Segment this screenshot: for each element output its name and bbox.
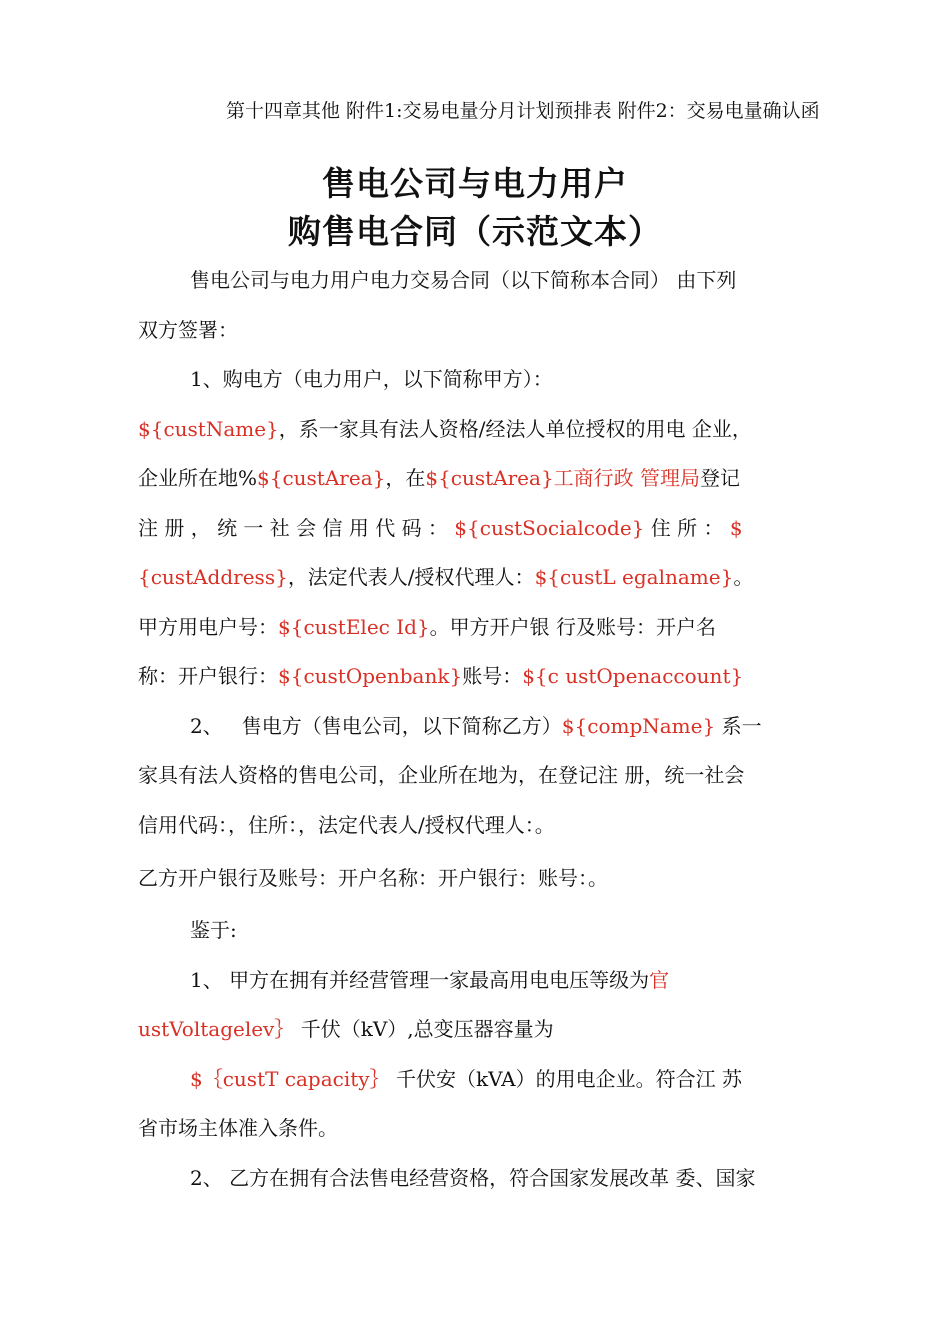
contract-title-line1: 售电公司与电力用户 bbox=[322, 164, 628, 203]
buyer-line-2 bbox=[138, 454, 828, 504]
placeholder-custOpenbank: ${custOpenbank} bbox=[278, 664, 463, 688]
buyer-text: 。 bbox=[733, 565, 754, 589]
buyer-heading: 1、购电方（电力用户，以下简称甲方）： bbox=[190, 367, 553, 391]
seller-text: 系一 bbox=[715, 713, 762, 738]
buyer-text: 甲方用电户号： bbox=[138, 614, 278, 639]
buyer-line-6 bbox=[138, 652, 828, 702]
contract-body bbox=[138, 256, 828, 1203]
buyer-line-5 bbox=[138, 603, 828, 653]
seller-line-2: 家具有法人资格的售电公司，企业所在地为，在登记注 册，统一社会 bbox=[138, 763, 745, 787]
whereas-line-4: 省市场主体准入条件。 bbox=[138, 1116, 338, 1140]
buyer-line-4 bbox=[138, 553, 828, 603]
whereas-line-1 bbox=[138, 956, 828, 1006]
placeholder-compName: ${compName} bbox=[561, 713, 716, 738]
table-of-contents-line: 第十四章其他 附件1:交易电量分月计划预排表 附件2：交易电量确认函 bbox=[226, 100, 820, 122]
seller-line-4: 乙方开户银行及账号：开户名称：开户银行：账号：。 bbox=[138, 866, 608, 890]
placeholder-custElecId: ${custElec Id} bbox=[278, 614, 430, 639]
buyer-text: 注 册 ， 统 一 社 会 信 用 代 码 ： bbox=[138, 515, 448, 540]
placeholder-custLegalname: ${custL egalname} bbox=[534, 565, 734, 589]
placeholder-custTcapacity: $｛custT capacity｝ bbox=[190, 1066, 390, 1091]
placeholder-custOpenaccount: ${c ustOpenaccount} bbox=[522, 664, 744, 688]
placeholder-custAddress: {custAddress} bbox=[138, 565, 288, 589]
placeholder-custName: ${custName} bbox=[138, 416, 279, 441]
buyer-text: 。甲方开户银 行及账号：开户名 bbox=[429, 614, 717, 639]
whereas-text: 千伏（kV）,总变压器容量为 bbox=[294, 1017, 554, 1041]
placeholder-custArea: ${custArea} bbox=[257, 466, 386, 490]
seller-text: 2、 售电方（售电公司，以下简称乙方） bbox=[190, 713, 562, 738]
buyer-text: 称：开户银行： bbox=[138, 664, 278, 688]
buyer-text: 住 所 ： bbox=[644, 515, 724, 540]
placeholder-custVoltagelev: ustVoltagelev｝ bbox=[138, 1017, 295, 1041]
whereas-line-3 bbox=[138, 1055, 828, 1105]
buyer-line-1 bbox=[138, 405, 828, 455]
placeholder-dollar: $ bbox=[729, 515, 743, 540]
seller-line-1 bbox=[138, 702, 828, 752]
buyer-text: 账号： bbox=[462, 664, 523, 688]
placeholder-custSocialcode: ${custSocialcode} bbox=[454, 515, 645, 540]
buyer-text: 登记 bbox=[700, 466, 741, 490]
buyer-line-3 bbox=[138, 504, 828, 554]
buyer-text: ，在 bbox=[385, 466, 426, 490]
seller-line-3: 信用代码：，住所：，法定代表人/授权代理人：。 bbox=[138, 812, 555, 837]
placeholder-custArea-bureau: ${custArea}工商行政 管理局 bbox=[425, 466, 701, 490]
buyer-text: ，系一家具有法人资格/经法人单位授权的用电 企业， bbox=[278, 416, 752, 441]
contract-title-line2: 购售电合同（示范文本） bbox=[288, 212, 662, 251]
whereas-text: 1、 甲方在拥有并经营管理一家最高用电电压等级为 bbox=[190, 967, 650, 992]
intro-line-1: 售电公司与电力用户电力交易合同（以下简称本合同） 由下列 bbox=[190, 268, 737, 292]
whereas-line-2 bbox=[138, 1005, 828, 1055]
intro-line-2: 双方签署： bbox=[138, 317, 238, 342]
whereas-heading: 鉴于: bbox=[190, 918, 237, 942]
buyer-text: 企业所在地% bbox=[138, 466, 258, 490]
placeholder-voltage-start: 官 bbox=[649, 967, 670, 992]
buyer-text: ，法定代表人/授权代理人： bbox=[287, 565, 535, 589]
whereas-line-5: 2、 乙方在拥有合法售电经营资格，符合国家发展改革 委、国家 bbox=[190, 1165, 756, 1190]
whereas-text: 千伏安（kVA）的用电企业。符合江 苏 bbox=[389, 1066, 742, 1091]
